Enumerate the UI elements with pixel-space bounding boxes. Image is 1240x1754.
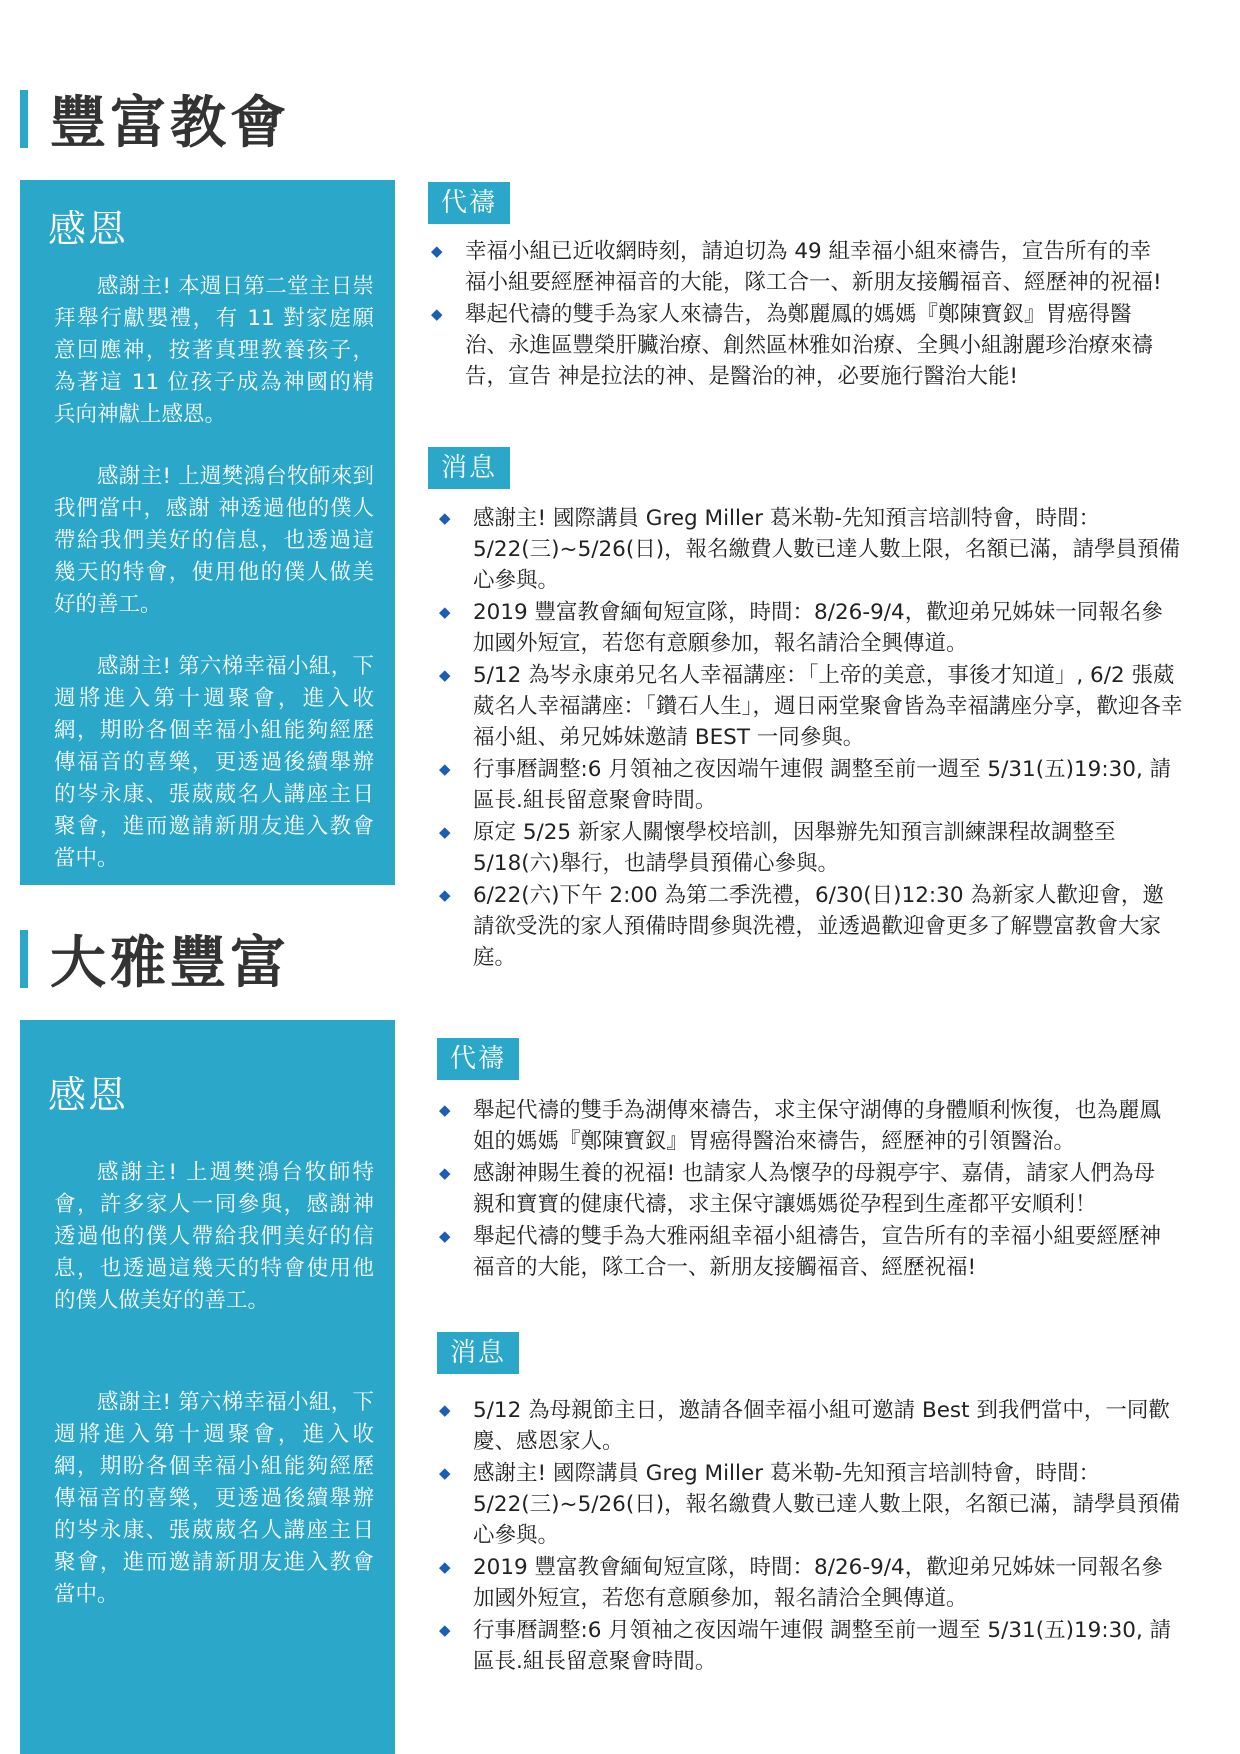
list-item: ◆ 舉起代禱的雙手為家人來禱告，為鄭麗鳳的媽媽『鄭陳寶釵』胃癌得醫治、永進區豐榮肝臟治療、創然區林雅如治療、全興小組謝麗珍治療來禱告，宣告 神是拉法的神、是醫治的神，必要施行醫治大能! (425, 299, 1165, 392)
prayer-tag: 代禱 (437, 1038, 519, 1080)
page-title: 豐富教會 (50, 91, 290, 156)
prayer-list-fengfu (425, 236, 1165, 393)
title-accent-bar (20, 930, 28, 988)
news-tag: 消息 (437, 1332, 519, 1374)
thanks-paragraph: 感謝主! 上週樊鴻台牧師特會，許多家人一同參與，感謝神透過他的僕人帶給我們美好的信息，也透過這幾天的特會使用他的僕人做美好的善工。 (54, 1160, 374, 1313)
thanks-heading: 感恩 (48, 1073, 129, 1117)
list-item: ◆ 2019 豐富教會緬甸短宣隊，時間：8/26-9/4，歡迎弟兄姊妹一同報名參加國外短宣，若您有意願參加，報名請洽全興傳道。 (433, 1552, 1183, 1614)
news-tag: 消息 (428, 447, 510, 489)
thanks-paragraph: 感謝主! 上週樊鴻台牧師來到我們當中，感謝 神透過他的僕人帶給我們美好的信息，也透過這幾天的特會，使用他的僕人做美好的善工。 (54, 464, 374, 617)
title-accent-bar (20, 90, 28, 148)
news-list-daya (433, 1395, 1183, 1678)
list-item: ◆ 6/22(六)下午 2:00 為第二季洗禮，6/30(日)12:30 為新家人歡迎會，邀請欲受洗的家人預備時間參與洗禮，並透過歡迎會更多了解豐富教會大家庭。 (433, 880, 1183, 973)
list-item: ◆ 5/12 為岑永康弟兄名人幸福講座：「上帝的美意，事後才知道」, 6/2 張葳葳名人幸福講座：「鑽石人生」，週日兩堂聚會皆為幸福講座分享，歡迎各幸福小組、弟兄姊妹邀請 BEST 一同參與。 (433, 660, 1183, 753)
list-item: ◆ 感謝主! 國際講員 Greg Miller 葛米勒-先知預言培訓特會，時間：5/22(三)~5/26(日)，報名繳費人數已達人數上限，名額已滿，請學員預備心參與。 (433, 503, 1183, 596)
thanks-paragraph: 感謝主! 第六梯幸福小組，下週將進入第十週聚會，進入收網，期盼各個幸福小組能夠經歷傳福音的喜樂，更透過後續舉辦的岑永康、張葳葳名人講座主日聚會，進而邀請新朋友進入教會當中。 (54, 654, 374, 871)
list-item: ◆ 舉起代禱的雙手為大雅兩組幸福小組禱告，宣告所有的幸福小組要經歷神福音的大能，隊工合一、新朋友接觸福音、經歷祝福! (433, 1221, 1173, 1283)
prayer-tag: 代禱 (428, 182, 510, 224)
list-item: ◆ 2019 豐富教會緬甸短宣隊，時間：8/26-9/4，歡迎弟兄姊妹一同報名參加國外短宣，若您有意願參加，報名請洽全興傳道。 (433, 597, 1183, 659)
prayer-list-daya (433, 1095, 1173, 1284)
list-item: ◆ 行事曆調整:6 月領袖之夜因端午連假 調整至前一週至 5/31(五)19:30, 請區長.組長留意聚會時間。 (433, 1615, 1183, 1677)
section-title-fengfu (20, 88, 290, 156)
thanks-paragraph: 感謝主! 第六梯幸福小組，下週將進入第十週聚會，進入收網，期盼各個幸福小組能夠經歷傳福音的喜樂，更透過後續舉辦的岑永康、張葳葳名人講座主日聚會，進而邀請新朋友進入教會當中。 (54, 1390, 374, 1607)
news-list-fengfu (433, 503, 1183, 974)
section-title-daya (20, 928, 290, 996)
list-item: ◆ 行事曆調整:6 月領袖之夜因端午連假 調整至前一週至 5/31(五)19:30, 請區長.組長留意聚會時間。 (433, 754, 1183, 816)
section-heading: 大雅豐富 (50, 931, 290, 996)
thanks-panel-daya (20, 1020, 395, 1754)
list-item: ◆ 原定 5/25 新家人關懷學校培訓，因舉辦先知預言訓練課程故調整至 5/18(六)舉行，也請學員預備心參與。 (433, 817, 1183, 879)
thanks-paragraph: 感謝主! 本週日第二堂主日崇拜舉行獻嬰禮，有 11 對家庭願意回應神，按著真理教養孩子，為著這 11 位孩子成為神國的精兵向神獻上感恩。 (54, 274, 374, 427)
list-item: ◆ 舉起代禱的雙手為湖傳來禱告，求主保守湖傳的身體順利恢復，也為麗鳳姐的媽媽『鄭陳寶釵』胃癌得醫治來禱告，經歷神的引領醫治。 (433, 1095, 1173, 1157)
list-item: ◆ 幸福小組已近收網時刻，請迫切為 49 組幸福小組來禱告，宣告所有的幸福小組要經歷神福音的大能，隊工合一、新朋友接觸福音、經歷神的祝福! (425, 236, 1165, 298)
thanks-heading: 感恩 (48, 207, 129, 251)
thanks-panel-fengfu (20, 180, 395, 885)
list-item: ◆ 感謝神賜生養的祝福! 也請家人為懷孕的母親亭宇、嘉倩，請家人們為母親和寶寶的健康代禱，求主保守讓媽媽從孕程到生產都平安順利！ (433, 1158, 1173, 1220)
list-item: ◆ 感謝主! 國際講員 Greg Miller 葛米勒-先知預言培訓特會，時間：5/22(三)~5/26(日)，報名繳費人數已達人數上限，名額已滿，請學員預備心參與。 (433, 1458, 1183, 1551)
list-item: ◆ 5/12 為母親節主日，邀請各個幸福小組可邀請 Best 到我們當中，一同歡慶、感恩家人。 (433, 1395, 1183, 1457)
